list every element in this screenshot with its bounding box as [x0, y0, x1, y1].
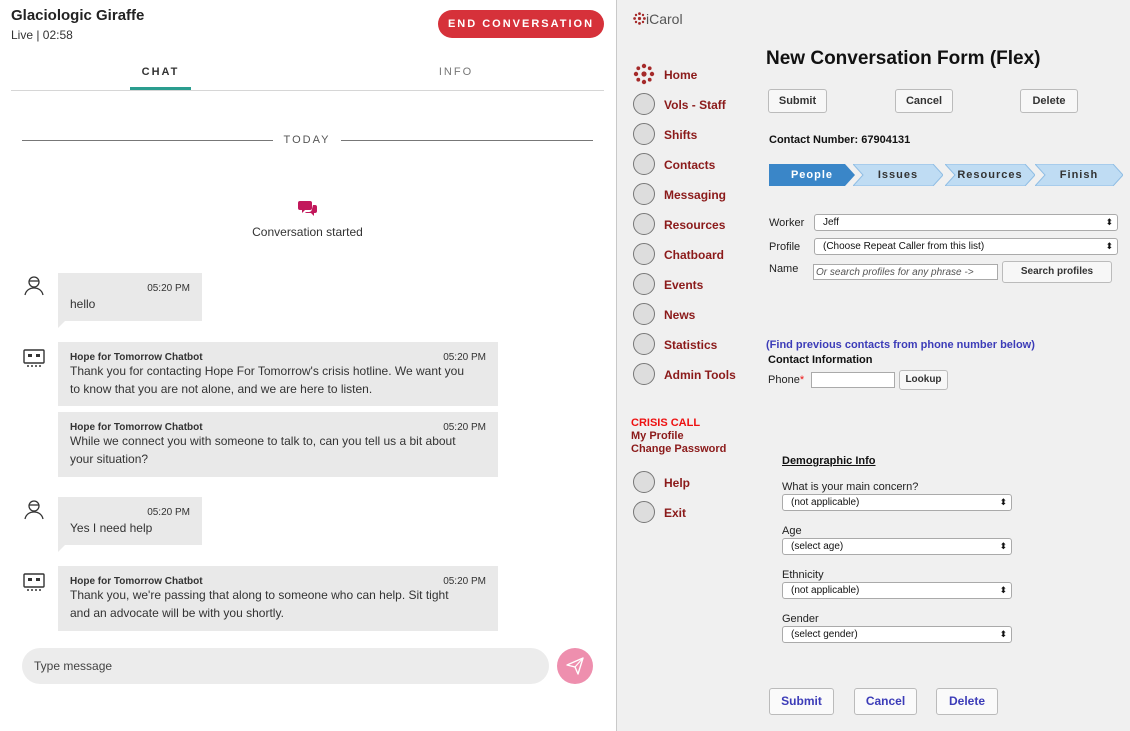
- profile-value: (Choose Repeat Caller from this list): [823, 241, 985, 252]
- lookup-button[interactable]: Lookup: [899, 370, 948, 390]
- profile-select[interactable]: [814, 238, 1118, 255]
- nav-item-vols-staff[interactable]: [633, 93, 763, 117]
- message-time: 05:20 PM: [147, 507, 190, 518]
- step-people[interactable]: [769, 164, 855, 186]
- tab-info[interactable]: INFO: [438, 66, 474, 78]
- step-label: People: [790, 169, 834, 181]
- message-text-line: Thank you for contacting Hope For Tomorrow's crisis hotline. We want you: [70, 364, 465, 378]
- step-finish[interactable]: [1035, 164, 1123, 186]
- wizard-steps: [769, 164, 1124, 186]
- demographic-info-heading: Demographic Info: [782, 455, 876, 467]
- visitor-avatar-icon: [22, 273, 46, 297]
- nav-item-resources[interactable]: [633, 213, 763, 237]
- icarol-logo: [633, 11, 683, 27]
- nav-item-chatboard[interactable]: [633, 243, 763, 267]
- bubble-tail: [58, 545, 65, 552]
- age-label: Age: [782, 525, 802, 537]
- people-icon: [633, 93, 655, 115]
- calendar-icon: [633, 123, 655, 145]
- events-icon: [633, 273, 655, 295]
- select-arrow-icon: ⬍: [999, 629, 1007, 639]
- message-bubble: [58, 273, 202, 321]
- gear-icon: [633, 363, 655, 385]
- cancel-button[interactable]: Cancel: [895, 89, 953, 113]
- conversation-status: Live | 02:58: [11, 28, 73, 42]
- news-icon: [633, 303, 655, 325]
- nav-item-contacts[interactable]: [633, 153, 763, 177]
- select-arrow-icon: ⬍: [999, 497, 1007, 507]
- phone-label-text: Phone: [768, 374, 800, 386]
- ethnicity-label: Ethnicity: [782, 569, 824, 581]
- select-arrow-icon: ⬍: [1105, 241, 1113, 251]
- required-mark: *: [799, 374, 805, 386]
- message-sender: Hope for Tomorrow Chatbot: [70, 576, 203, 587]
- concern-value: (not applicable): [791, 497, 860, 508]
- delete-button[interactable]: Delete: [1020, 89, 1078, 113]
- nav-item-admin-tools[interactable]: [633, 363, 763, 387]
- change-password-link[interactable]: Change Password: [631, 443, 727, 455]
- message-input[interactable]: [22, 648, 549, 684]
- concern-label: What is your main concern?: [782, 481, 919, 493]
- home-icon: [633, 63, 655, 85]
- phone-label: [768, 374, 804, 386]
- bottom-cancel-button[interactable]: Cancel: [854, 688, 917, 715]
- step-label: Issues: [877, 169, 919, 181]
- message-text-line: and an advocate will be with you shortly.: [70, 606, 284, 620]
- message-text: hello: [70, 297, 96, 311]
- message-bubble: [58, 342, 498, 406]
- visitor-name: Glaciologic Giraffe: [11, 7, 145, 24]
- ethnicity-value: (not applicable): [791, 585, 860, 596]
- nav-label: Home: [664, 68, 698, 82]
- select-arrow-icon: ⬍: [999, 585, 1007, 595]
- my-profile-link[interactable]: My Profile: [631, 430, 684, 442]
- message-bubble: [58, 412, 498, 477]
- step-issues[interactable]: [853, 164, 943, 186]
- nav-item-events[interactable]: [633, 273, 763, 297]
- day-label: TODAY: [283, 134, 331, 146]
- worker-label: Worker: [769, 217, 805, 229]
- day-separator: [22, 134, 593, 148]
- chatboard-icon: [633, 243, 655, 265]
- nav-label: Exit: [664, 506, 687, 520]
- nav-label: Shifts: [664, 128, 698, 142]
- separator-line: [22, 140, 273, 141]
- bottom-delete-button[interactable]: Delete: [936, 688, 998, 715]
- message-time: 05:20 PM: [443, 422, 486, 433]
- profile-label: Profile: [769, 241, 801, 253]
- nav-item-statistics[interactable]: [633, 333, 763, 357]
- concern-select[interactable]: [782, 494, 1012, 511]
- crisis-call-link[interactable]: CRISIS CALL: [631, 417, 701, 429]
- gender-label: Gender: [782, 613, 819, 625]
- nav-label: Vols - Staff: [664, 98, 726, 112]
- bot-avatar-icon: [22, 570, 46, 594]
- icarol-panel: [616, 0, 1130, 731]
- find-previous-contacts-link[interactable]: (Find previous contacts from phone number below): [766, 339, 1035, 351]
- nav-label: Admin Tools: [664, 368, 736, 382]
- nav-item-help[interactable]: [633, 471, 763, 495]
- resources-icon: [633, 213, 655, 235]
- nav-label: Statistics: [664, 338, 718, 352]
- separator-line: [341, 140, 593, 141]
- send-button[interactable]: [557, 648, 593, 684]
- message-time: 05:20 PM: [147, 283, 190, 294]
- messaging-icon: [633, 183, 655, 205]
- message-text-line: While we connect you with someone to talk to, can you tell us a bit about: [70, 434, 456, 448]
- age-select[interactable]: [782, 538, 1012, 555]
- nav-item-home[interactable]: [633, 63, 763, 87]
- tab-chat[interactable]: CHAT: [141, 66, 180, 78]
- send-icon: [566, 657, 584, 675]
- phone-icon: [633, 153, 655, 175]
- brand-name: iCarol: [646, 11, 683, 27]
- exit-icon: [633, 501, 655, 523]
- age-value: (select age): [791, 541, 844, 552]
- search-profiles-button[interactable]: Search profiles: [1002, 261, 1112, 283]
- message-text-line: your situation?: [70, 452, 149, 466]
- message-text-line: Thank you, we're passing that along to someone who can help. Sit tight: [70, 588, 449, 602]
- visitor-avatar-icon: [22, 497, 46, 521]
- icarol-logo-icon: [633, 12, 646, 25]
- message-sender: Hope for Tomorrow Chatbot: [70, 422, 203, 433]
- step-label: Finish: [1059, 169, 1099, 181]
- message-time: 05:20 PM: [443, 352, 486, 363]
- bot-avatar-icon: [22, 346, 46, 370]
- gender-select[interactable]: [782, 626, 1012, 643]
- worker-value: Jeff: [823, 217, 839, 228]
- chat-tabs: [11, 60, 604, 91]
- message-time: 05:20 PM: [443, 576, 486, 587]
- contact-information-heading: Contact Information: [768, 354, 873, 366]
- message-text-line: to know that you are not alone, and we are here to listen.: [70, 382, 373, 396]
- form-title: New Conversation Form (Flex): [766, 48, 1041, 69]
- end-conversation-button[interactable]: END CONVERSATION: [438, 10, 604, 38]
- nav-label: Contacts: [664, 158, 716, 172]
- conversation-started-label: Conversation started: [252, 225, 363, 239]
- worker-select[interactable]: [814, 214, 1118, 231]
- nav-item-exit[interactable]: [633, 501, 763, 525]
- nav-item-messaging[interactable]: [633, 183, 763, 207]
- phone-input[interactable]: [811, 372, 895, 388]
- nav-label: Help: [664, 476, 691, 490]
- nav-label: Messaging: [664, 188, 727, 202]
- submit-button[interactable]: Submit: [768, 89, 827, 113]
- statistics-icon: [633, 333, 655, 355]
- chat-bubbles-icon: [298, 199, 318, 217]
- message-sender: Hope for Tomorrow Chatbot: [70, 352, 203, 363]
- nav-item-news[interactable]: [633, 303, 763, 327]
- name-label: Name: [769, 263, 799, 275]
- nav-label: Events: [664, 278, 704, 292]
- message-composer: [22, 648, 549, 684]
- contact-number: Contact Number: 67904131: [769, 134, 911, 146]
- active-tab-indicator: [130, 87, 191, 90]
- nav-item-shifts[interactable]: [633, 123, 763, 147]
- step-label: Resources: [957, 169, 1023, 181]
- name-search-input[interactable]: [813, 264, 998, 280]
- bubble-tail: [58, 321, 65, 328]
- nav-label: Resources: [664, 218, 726, 232]
- nav-label: News: [664, 308, 696, 322]
- bottom-submit-button[interactable]: Submit: [769, 688, 834, 715]
- select-arrow-icon: ⬍: [999, 541, 1007, 551]
- message-bubble: [58, 566, 498, 631]
- message-text: Yes I need help: [70, 521, 153, 535]
- select-arrow-icon: ⬍: [1105, 217, 1113, 227]
- ethnicity-select[interactable]: [782, 582, 1012, 599]
- gender-value: (select gender): [791, 629, 858, 640]
- step-resources[interactable]: [945, 164, 1035, 186]
- help-icon: [633, 471, 655, 493]
- nav-label: Chatboard: [664, 248, 724, 262]
- message-bubble: [58, 497, 202, 545]
